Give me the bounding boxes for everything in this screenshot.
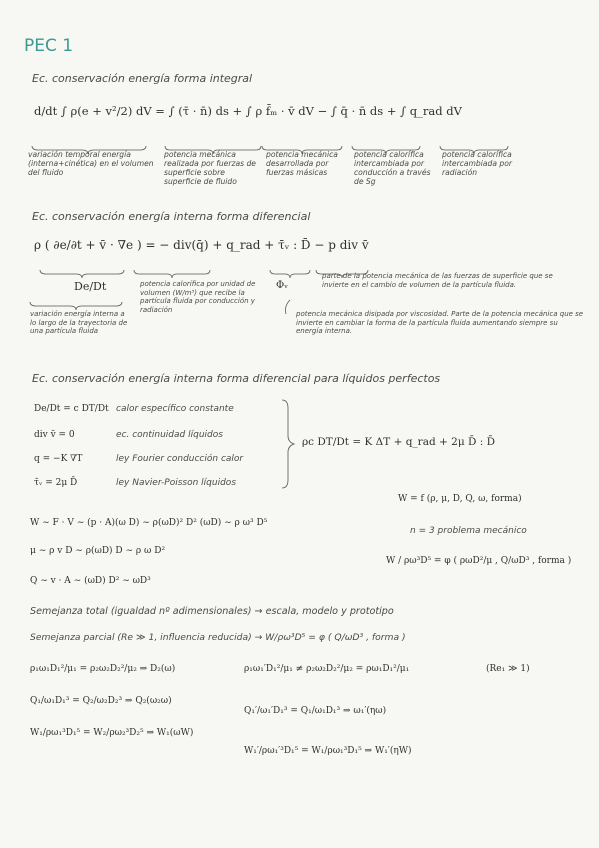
page-title: PEC 1 (24, 36, 74, 56)
assumption-equation: div v̄ = 0 (34, 430, 75, 440)
power-function: W = f (ρ, μ, D, Q, ω, forma) (398, 494, 522, 504)
flow-estimate: Q ∼ v · A ∼ (ωD) D² ∼ ωD³ (30, 576, 151, 586)
similarity-equation: Q₁/ω₁D₁³ = Q₂/ω₂D₂³ ⇒ Q₂(ω₂ω) (30, 696, 172, 706)
assumption-label: calor específico constante (116, 404, 234, 414)
section-heading: Ec. conservación energía interna forma diferencial para líquidos perfectos (32, 372, 441, 385)
assumption-label: ec. continuidad líquidos (116, 430, 223, 440)
assumption-label: ley Navier-Poisson líquidos (116, 478, 237, 488)
annotation: potencia mecánica desarrollada por fuerzas másicas (266, 150, 338, 177)
assumption-equation: q = −K ∇T (34, 454, 83, 464)
similarity-equation: W₁′/ρω₁′³D₁⁵ = W₁/ρω₁³D₁⁵ ⇒ W₁′(ηW) (244, 746, 412, 756)
viscosity-estimate: μ ∼ ρ v D ∼ ρ(ωD) D ∼ ρ ω D² (30, 546, 166, 556)
annotation: potencia calorífica intercambiada por radiación (442, 150, 512, 177)
annotation: potencia calorífica intercambiada por conducción a través de Sg (354, 150, 431, 186)
dissipation-symbol: Φᵥ (276, 280, 288, 291)
annotation: potencia mecánica disipada por viscosidad. Parte de la potencia mecánica que se invierte en cambiar la forma de la partícula fluida aumentando siempre su energía interna. (296, 310, 584, 335)
assumption-equation: De/Dt = c DT/Dt (34, 404, 109, 414)
annotation: potencia calorífica por unidad de volumen (W/m³) que recibe la partícula fluida por conducción y radiación (140, 280, 256, 314)
annotation: potencia mecánica realizada por fuerzas de superficie sobre superficie de fluido (164, 150, 256, 186)
problem-note: n = 3 problema mecánico (410, 526, 527, 536)
section-heading: Ec. conservación energía forma integral (32, 72, 253, 85)
similarity-equation: Q₁′/ω₁′D₁³ = Q₁/ω₁D₁³ ⇒ ω₁′(ηω) (244, 706, 387, 716)
heat-equation-result: ρc DT/Dt = K ΔT + q_rad + 2μ D̄ : D̄ (302, 436, 496, 448)
partial-similarity: Semejanza parcial (Re ≫ 1, influencia reducida) → W/ρω³D⁵ = φ ( Q/ωD³ , forma ) (30, 632, 406, 643)
assumption-equation: τ̄ᵥ = 2μ D̄ (34, 478, 78, 488)
assumption-label: ley Fourier conducción calor (116, 454, 244, 464)
section-heading: Ec. conservación energía interna forma diferencial (32, 210, 311, 223)
similarity-equation: ρ₁ω₁D₁²/μ₁ = ρ₂ω₂D₂²/μ₂ ⇒ D₂(ω) (30, 664, 176, 674)
energy-integral-equation: d/dt ∫ ρ(e + v²/2) dV = ∫ (τ̄ · n̄) ds + ∫ ρ f̄ₘ · v̄ dV − ∫ q̄ · n̄ ds + ∫ q_rad dV (34, 104, 462, 118)
dimensionless-relation: W / ρω³D⁵ = φ ( ρωD²/μ , Q/ωD³ , forma ) (386, 556, 572, 566)
annotation: variación temporal energía (interna+cinética) en el volumen del fluido (28, 150, 154, 177)
reynolds-note: (Re₁ ≫ 1) (486, 664, 530, 674)
material-derivative: De/Dt (74, 280, 107, 293)
power-estimate: W ∼ F · V ∼ (p · A)(ω D) ∼ ρ(ωD)² D² (ωD) ∼ ρ ω³ D⁵ (30, 518, 268, 528)
internal-energy-equation: ρ ( ∂e/∂t + v̄ · ∇e ) = − div(q̄) + q_rad + τ̄ᵥ : D̄ − p div v̄ (34, 238, 369, 252)
similarity-equation: W₁/ρω₁³D₁⁵ = W₂/ρω₂³D₂⁵ ⇒ W₁(ωW) (30, 728, 194, 738)
similarity-equation: ρ₁ω₁′D₁²/μ₁ ≠ ρ₂ω₂D₂²/μ₂ = ρω₁D₁²/μ₁ (244, 664, 410, 674)
total-similarity: Semejanza total (igualdad nº adimensionales) → escala, modelo y prototipo (30, 606, 394, 617)
annotation: variación energía interna a lo largo de la trayectoria de una partícula fluida (30, 310, 128, 335)
annotation: parte de la potencia mecánica de las fuerzas de superficie que se invierte en el cambio de volumen de la partícula fluida. (322, 272, 553, 289)
